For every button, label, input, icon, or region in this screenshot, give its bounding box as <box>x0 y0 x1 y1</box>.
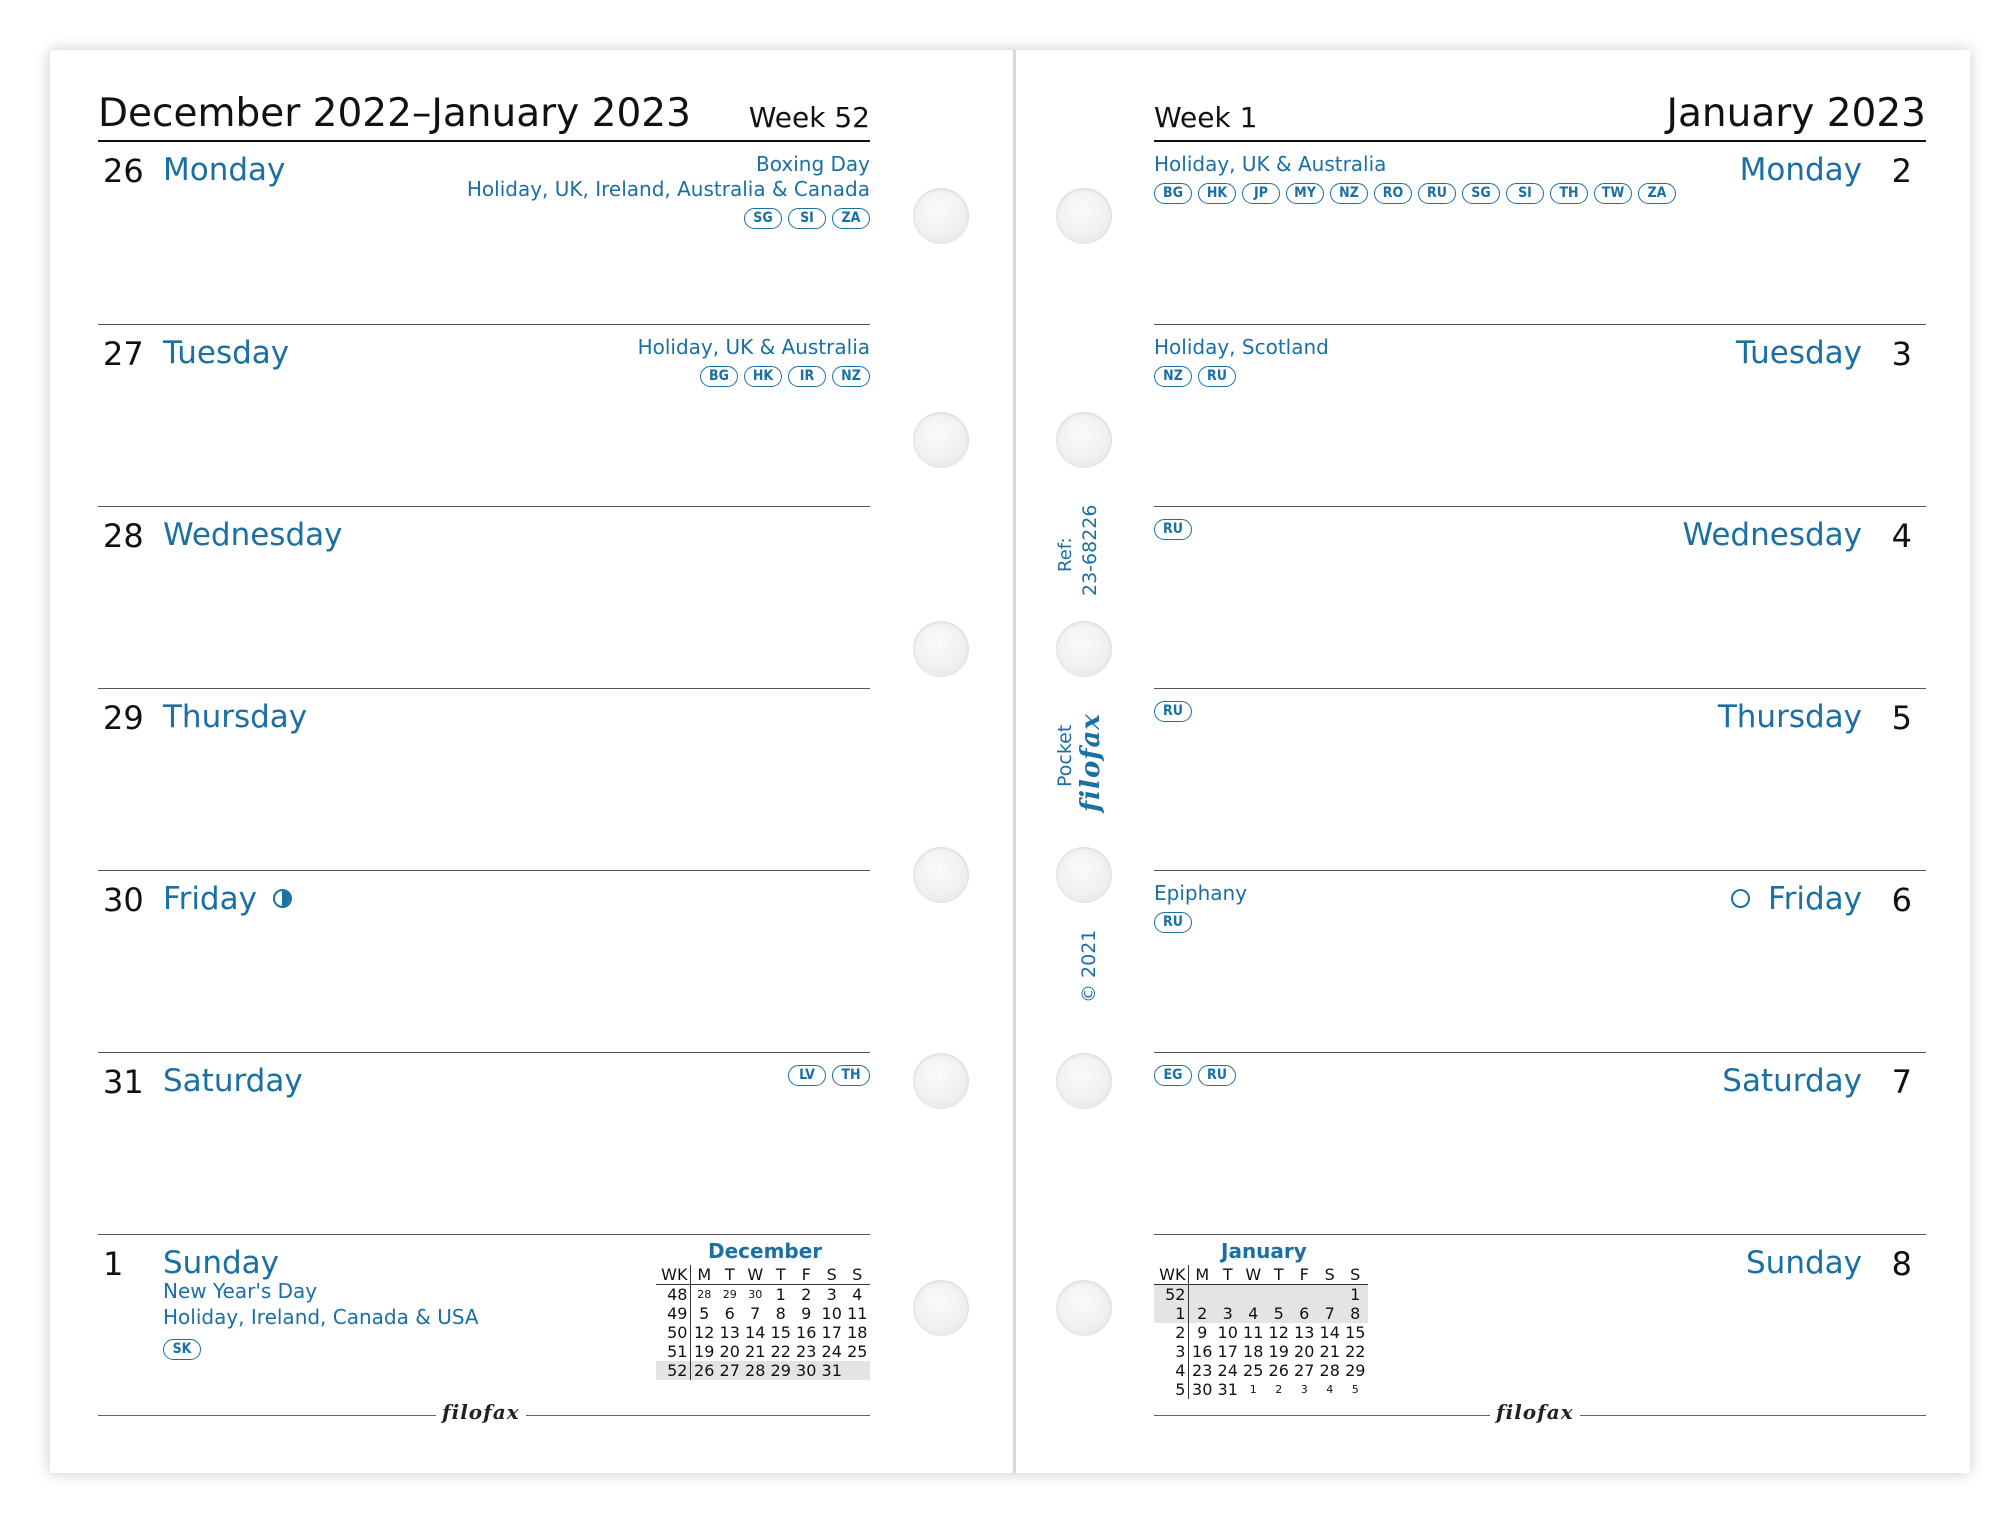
day-name-text: Sunday <box>163 1245 279 1281</box>
mini-calendar-cell: 19 <box>1268 1342 1289 1361</box>
mini-calendar-cell: 12 <box>694 1323 715 1342</box>
mini-calendar-cell: 10 <box>1217 1323 1238 1342</box>
binder-hole <box>1056 847 1112 903</box>
mini-calendar-row <box>1154 1361 1368 1380</box>
mini-calendar-cell: 4 <box>852 1285 863 1304</box>
day-name <box>1736 335 1862 371</box>
left-week-label: Week 52 <box>748 101 870 134</box>
mini-calendar-cell <box>844 1361 870 1380</box>
day-number: 26 <box>103 152 144 190</box>
mini-calendar-header-cell: F <box>793 1265 819 1285</box>
mini-calendar-cell: 18 <box>1243 1342 1264 1361</box>
mini-calendar-cell: 3 <box>1154 1342 1189 1361</box>
mini-calendar-row <box>656 1361 870 1380</box>
moon-full-icon <box>1731 889 1750 908</box>
mini-calendar-cell: 15 <box>770 1323 791 1342</box>
spine-size-label: Pocket <box>1054 724 1076 787</box>
mini-calendar-row <box>1154 1323 1368 1342</box>
binder-hole <box>913 621 969 677</box>
mini-calendar-header-cell: S <box>819 1265 845 1285</box>
country-badges <box>744 208 870 229</box>
mini-calendar-cell: 48 <box>656 1285 691 1305</box>
mini-calendar-cell: 28 <box>742 1361 768 1380</box>
day-name-text: Wednesday <box>1682 517 1862 553</box>
mini-calendar-cell: 31 <box>819 1361 845 1380</box>
mini-calendar-cell: 28 <box>1319 1361 1340 1380</box>
day-number: 4 <box>1891 517 1912 555</box>
day-block-wednesday <box>98 506 870 689</box>
mini-calendar-cell: 24 <box>1217 1361 1238 1380</box>
holiday-note: Holiday, Ireland, Canada & USA <box>163 1305 479 1329</box>
mini-calendar-cell: 16 <box>796 1323 817 1342</box>
mini-calendar-cell: 10 <box>821 1304 842 1323</box>
day-number: 30 <box>103 881 144 919</box>
mini-calendar-cell: 29 <box>1345 1361 1366 1380</box>
mini-calendar-cell: 30 <box>748 1288 763 1301</box>
day-name-text: Monday <box>163 152 286 188</box>
country-badge: RU <box>1154 701 1192 722</box>
day-number: 27 <box>103 335 144 373</box>
mini-calendar-cell: 8 <box>1342 1304 1368 1323</box>
country-badges <box>1154 183 1676 204</box>
mini-calendar-cell: 4 <box>1326 1383 1334 1396</box>
country-badge: SG <box>1462 183 1500 204</box>
mini-calendar-row <box>656 1342 870 1361</box>
country-badge: TW <box>1594 183 1632 204</box>
day-block-tuesday <box>1154 324 1926 507</box>
day-number: 5 <box>1891 699 1912 737</box>
day-name <box>1740 152 1862 188</box>
mini-calendar-cell: 51 <box>656 1342 691 1361</box>
country-badge: NZ <box>1330 183 1368 204</box>
holiday-note: Boxing Day <box>756 152 870 176</box>
right-page-title: January 2023 <box>1666 91 1926 136</box>
country-badges <box>1154 701 1192 722</box>
country-badge: BG <box>700 366 738 387</box>
mini-calendar-row <box>1154 1285 1368 1305</box>
day-name-text: Friday <box>1768 881 1862 917</box>
country-badges <box>1154 366 1236 387</box>
mini-calendar-cell: 17 <box>821 1323 842 1342</box>
page-fold <box>1013 50 1016 1473</box>
country-badge: MY <box>1286 183 1324 204</box>
country-badge: EG <box>1154 1065 1192 1086</box>
mini-calendar-cell: 1 <box>1342 1285 1368 1305</box>
mini-calendar-header-cell: F <box>1291 1265 1317 1285</box>
country-badges <box>700 366 870 387</box>
mini-calendar-cell: 52 <box>656 1361 691 1380</box>
mini-calendar-cell <box>1240 1285 1266 1305</box>
mini-calendar-cell: 13 <box>1294 1323 1315 1342</box>
country-badges <box>1154 1065 1236 1086</box>
day-block-monday <box>98 142 870 324</box>
country-badge: JP <box>1242 183 1280 204</box>
mini-calendar-cell: 2 <box>1189 1304 1215 1323</box>
mini-calendar-row <box>1154 1342 1368 1361</box>
mini-calendar-cell: 30 <box>793 1361 819 1380</box>
mini-calendar-title: January <box>1221 1239 1307 1263</box>
day-block-thursday <box>1154 688 1926 871</box>
day-name <box>1746 1245 1862 1281</box>
country-badges <box>163 1339 201 1360</box>
day-name-text: Wednesday <box>163 517 343 553</box>
mini-calendar-cell: 23 <box>796 1342 817 1361</box>
mini-calendar-cell: 3 <box>826 1285 837 1304</box>
mini-calendar-cell: 21 <box>1319 1342 1340 1361</box>
binder-hole <box>1056 1053 1112 1109</box>
right-footer-logo: filofax <box>1490 1400 1580 1424</box>
country-badge: RU <box>1198 366 1236 387</box>
country-badges <box>788 1065 870 1086</box>
holiday-note: New Year's Day <box>163 1279 318 1303</box>
mini-calendar-cell <box>1317 1285 1343 1305</box>
mini-calendar-cell: 17 <box>1217 1342 1238 1361</box>
country-badge: IR <box>788 366 826 387</box>
spine-ref-number: 23-68226 <box>1079 504 1101 596</box>
mini-calendar-header-cell: S <box>844 1265 870 1285</box>
mini-calendar-grid <box>1154 1265 1368 1399</box>
mini-calendar-cell: 21 <box>745 1342 766 1361</box>
mini-calendar-header-cell: T <box>768 1265 794 1285</box>
mini-calendar-header-cell: W <box>742 1265 768 1285</box>
mini-calendar-cell: 22 <box>1345 1342 1366 1361</box>
country-badge: RU <box>1198 1065 1236 1086</box>
mini-calendar-cell: 25 <box>847 1342 868 1361</box>
mini-calendar-cell: 3 <box>1215 1304 1241 1323</box>
day-block-thursday <box>98 688 870 871</box>
country-badge: TH <box>1550 183 1588 204</box>
mini-calendar-cell: 14 <box>745 1323 766 1342</box>
left-footer-logo: filofax <box>436 1400 526 1424</box>
day-block-saturday <box>98 1052 870 1235</box>
day-name-text: Friday <box>163 881 257 917</box>
mini-calendar-cell: 15 <box>1345 1323 1366 1342</box>
mini-calendar-cell: 12 <box>1268 1323 1289 1342</box>
day-name <box>163 1063 303 1099</box>
country-badge: SK <box>163 1339 201 1360</box>
mini-calendar-cell: 2 <box>801 1285 812 1304</box>
day-number: 2 <box>1891 152 1912 190</box>
mini-calendar-cell: 5 <box>1154 1380 1189 1399</box>
mini-calendar-cell: 7 <box>750 1304 761 1323</box>
mini-calendar-header-cell: S <box>1317 1265 1343 1285</box>
mini-calendar-cell <box>1266 1285 1292 1305</box>
mini-calendar-cell: 11 <box>847 1304 868 1323</box>
mini-calendar-cell: 26 <box>1268 1361 1289 1380</box>
binder-hole <box>1056 621 1112 677</box>
day-number: 8 <box>1891 1245 1912 1283</box>
right-header <box>1154 90 1926 142</box>
holiday-note: Holiday, UK & Australia <box>1154 152 1387 176</box>
binder-hole <box>913 1280 969 1336</box>
day-block-wednesday <box>1154 506 1926 689</box>
mini-calendar-cell: 18 <box>847 1323 868 1342</box>
mini-calendar-cell: 1 <box>775 1285 786 1304</box>
mini-calendar-cell: 14 <box>1319 1323 1340 1342</box>
day-name <box>1722 1063 1862 1099</box>
day-name <box>163 335 289 371</box>
mini-calendar-january <box>1154 1239 1368 1409</box>
country-badge: SI <box>1506 183 1544 204</box>
binder-hole <box>1056 1280 1112 1336</box>
country-badge: NZ <box>1154 366 1192 387</box>
mini-calendar-header-cell: W <box>1240 1265 1266 1285</box>
day-name-text: Tuesday <box>163 335 290 371</box>
binder-hole <box>913 412 969 468</box>
day-name-text: Monday <box>1739 152 1862 188</box>
day-name <box>163 699 307 735</box>
day-name <box>1683 517 1862 553</box>
country-badges <box>1154 519 1192 540</box>
mini-calendar-cell: 20 <box>719 1342 740 1361</box>
left-page <box>98 50 870 1473</box>
right-page <box>1154 50 1926 1473</box>
mini-calendar-cell: 27 <box>1294 1361 1315 1380</box>
mini-calendar-title: December <box>708 1239 823 1263</box>
mini-calendar-cell: 26 <box>691 1361 717 1380</box>
day-block-friday <box>1154 870 1926 1053</box>
mini-calendar-cell: 5 <box>1351 1383 1359 1396</box>
mini-calendar-cell: 9 <box>801 1304 812 1323</box>
country-badge: RO <box>1374 183 1412 204</box>
mini-calendar-header-cell: T <box>1266 1265 1292 1285</box>
day-block-monday <box>1154 142 1926 324</box>
day-name-text: Sunday <box>1746 1245 1862 1281</box>
country-badges <box>1154 912 1192 933</box>
mini-calendar-cell: 24 <box>821 1342 842 1361</box>
mini-calendar-cell: 25 <box>1243 1361 1264 1380</box>
mini-calendar-cell: 4 <box>1154 1361 1189 1380</box>
mini-calendar-cell: 13 <box>719 1323 740 1342</box>
day-name <box>163 1245 279 1281</box>
mini-calendar-cell <box>1189 1285 1215 1305</box>
spine-brand-logo: filofax <box>1076 713 1106 812</box>
country-badge: SG <box>744 208 782 229</box>
day-name-text: Saturday <box>163 1063 303 1099</box>
mini-calendar-cell: 22 <box>770 1342 791 1361</box>
mini-calendar-cell: 2 <box>1154 1323 1189 1342</box>
country-badge: BG <box>1154 183 1192 204</box>
mini-calendar-header-cell: T <box>1215 1265 1241 1285</box>
day-block-saturday <box>1154 1052 1926 1235</box>
mini-calendar-header-cell: M <box>691 1265 717 1285</box>
mini-calendar-cell: 8 <box>775 1304 786 1323</box>
binder-hole <box>913 847 969 903</box>
country-badge: RU <box>1154 519 1192 540</box>
country-badge: NZ <box>832 366 870 387</box>
moon-first-quarter-icon <box>273 889 292 908</box>
mini-calendar-cell: 27 <box>717 1361 743 1380</box>
mini-calendar-header-cell: T <box>717 1265 743 1285</box>
mini-calendar-header-cell: M <box>1189 1265 1215 1285</box>
mini-calendar-grid <box>656 1265 870 1380</box>
mini-calendar-row <box>656 1323 870 1342</box>
day-name <box>1718 699 1862 735</box>
country-badge: SI <box>788 208 826 229</box>
mini-calendar-cell: 6 <box>1291 1304 1317 1323</box>
mini-calendar-header-cell: S <box>1342 1265 1368 1285</box>
day-name-text: Tuesday <box>1735 335 1862 371</box>
mini-calendar-cell: 29 <box>768 1361 794 1380</box>
day-number: 3 <box>1891 335 1912 373</box>
mini-calendar-header-cell: WK <box>1154 1265 1189 1285</box>
country-badge: HK <box>1198 183 1236 204</box>
country-badge: RU <box>1418 183 1456 204</box>
mini-calendar-cell: 6 <box>724 1304 735 1323</box>
day-number: 1 <box>103 1245 124 1283</box>
day-name <box>163 881 292 917</box>
holiday-note: Holiday, UK & Australia <box>637 335 870 359</box>
mini-calendar-cell <box>1291 1285 1317 1305</box>
mini-calendar-cell: 1 <box>1249 1383 1257 1396</box>
mini-calendar-cell: 1 <box>1154 1304 1189 1323</box>
mini-calendar-december <box>656 1239 870 1389</box>
mini-calendar-cell: 5 <box>699 1304 710 1323</box>
mini-calendar-cell: 11 <box>1243 1323 1264 1342</box>
mini-calendar-cell: 28 <box>697 1288 712 1301</box>
mini-calendar-cell: 2 <box>1275 1383 1283 1396</box>
mini-calendar-cell: 9 <box>1197 1323 1208 1342</box>
mini-calendar-header-row <box>656 1265 870 1285</box>
mini-calendar-row <box>1154 1380 1368 1399</box>
day-name <box>163 152 285 188</box>
binder-hole <box>913 188 969 244</box>
mini-calendar-cell: 16 <box>1192 1342 1213 1361</box>
day-number: 28 <box>103 517 144 555</box>
mini-calendar-cell: 7 <box>1317 1304 1343 1323</box>
country-badge: ZA <box>1638 183 1676 204</box>
left-header <box>98 90 870 142</box>
binder-hole <box>1056 412 1112 468</box>
mini-calendar-row <box>656 1285 870 1305</box>
country-badge: HK <box>744 366 782 387</box>
mini-calendar-header-row <box>1154 1265 1368 1285</box>
country-badge: ZA <box>832 208 870 229</box>
mini-calendar-cell: 50 <box>656 1323 691 1342</box>
right-week-label: Week 1 <box>1154 101 1258 134</box>
country-badge: LV <box>788 1065 826 1086</box>
mini-calendar-row <box>1154 1304 1368 1323</box>
spine-copyright: © 2021 <box>1078 929 1100 1003</box>
binder-hole <box>1056 188 1112 244</box>
mini-calendar-cell: 31 <box>1217 1380 1238 1399</box>
day-number: 6 <box>1891 881 1912 919</box>
day-block-tuesday <box>98 324 870 507</box>
mini-calendar-cell: 30 <box>1192 1380 1213 1399</box>
mini-calendar-cell: 29 <box>722 1288 737 1301</box>
spine-ref-label: Ref: <box>1055 537 1076 572</box>
day-block-friday <box>98 870 870 1053</box>
day-name <box>163 517 342 553</box>
day-name-text: Thursday <box>163 699 308 735</box>
mini-calendar-cell: 49 <box>656 1304 691 1323</box>
mini-calendar-cell: 23 <box>1192 1361 1213 1380</box>
mini-calendar-row <box>656 1304 870 1323</box>
day-name <box>1731 881 1862 917</box>
day-number: 7 <box>1891 1063 1912 1101</box>
mini-calendar-cell: 4 <box>1240 1304 1266 1323</box>
mini-calendar-header-cell: WK <box>656 1265 691 1285</box>
day-number: 29 <box>103 699 144 737</box>
mini-calendar-cell: 3 <box>1300 1383 1308 1396</box>
mini-calendar-cell <box>1215 1285 1241 1305</box>
holiday-note: Holiday, UK, Ireland, Australia & Canada <box>466 177 870 201</box>
mini-calendar-cell: 20 <box>1294 1342 1315 1361</box>
country-badge: RU <box>1154 912 1192 933</box>
mini-calendar-cell: 5 <box>1266 1304 1292 1323</box>
left-page-title: December 2022–January 2023 <box>98 91 691 136</box>
holiday-note: Holiday, Scotland <box>1154 335 1329 359</box>
holiday-note: Epiphany <box>1154 881 1248 905</box>
day-number: 31 <box>103 1063 144 1101</box>
day-name-text: Thursday <box>1717 699 1862 735</box>
mini-calendar-cell: 19 <box>694 1342 715 1361</box>
day-name-text: Saturday <box>1722 1063 1862 1099</box>
mini-calendar-cell: 52 <box>1154 1285 1189 1305</box>
binder-hole <box>913 1053 969 1109</box>
country-badge: TH <box>832 1065 870 1086</box>
